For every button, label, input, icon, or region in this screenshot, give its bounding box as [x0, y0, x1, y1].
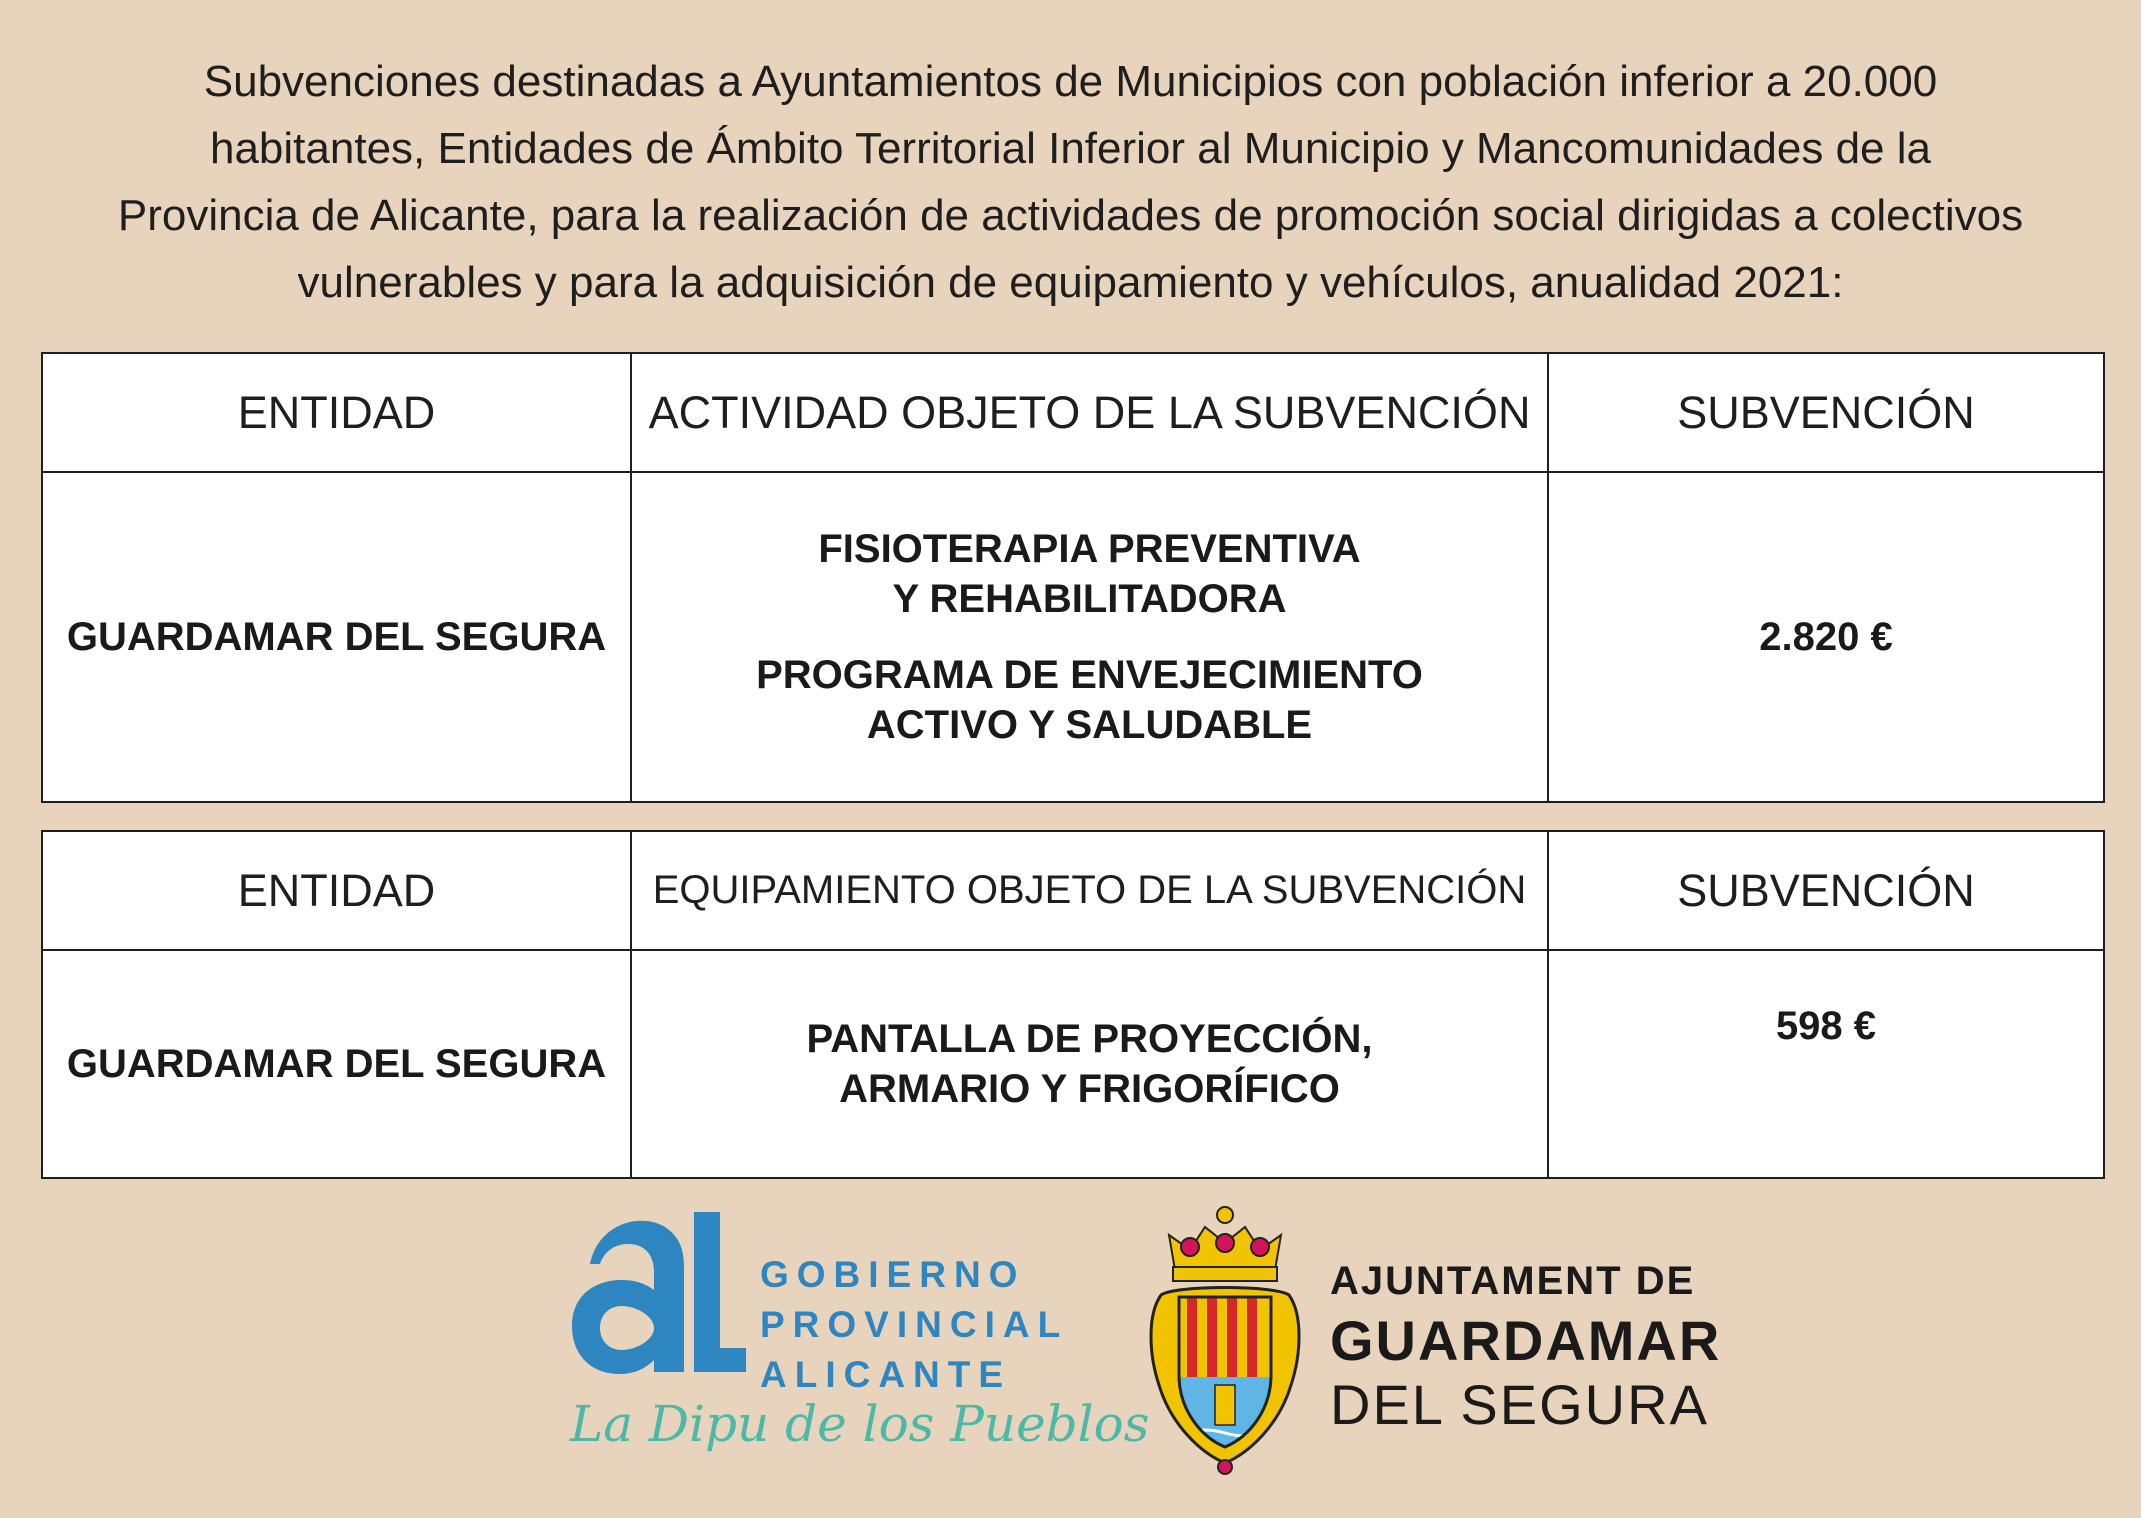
- table-header-row: [42, 831, 2104, 950]
- ajuntament-line: AJUNTAMENT DE: [1330, 1259, 1696, 1303]
- entity-cell: GUARDAMAR DEL SEGURA: [42, 472, 631, 802]
- ajuntament-line: GUARDAMAR: [1330, 1309, 1722, 1372]
- ajuntament-line: DEL SEGURA: [1330, 1373, 1709, 1436]
- coat-of-arms-icon: [1145, 1205, 1305, 1475]
- dipu-text: [760, 1250, 1068, 1400]
- header-entidad: ENTIDAD: [42, 353, 631, 472]
- intro-line: Provincia de Alicante, para la realización de actividades de promoción social dirigidas a colectivos: [117, 191, 2024, 240]
- intro-line: habitantes, Entidades de Ámbito Territorial Inferior al Municipio y Mancomunidades de la: [209, 124, 1931, 173]
- equipment-line: PANTALLA DE PROYECCIÓN,: [806, 1017, 1373, 1061]
- activities-table: [41, 352, 2105, 803]
- header-subvencion: SUBVENCIÓN: [1548, 831, 2104, 950]
- activity-line: Y REHABILITADORA: [892, 577, 1287, 621]
- dipu-logo: [570, 1200, 1150, 1460]
- activity-line: ACTIVO Y SALUDABLE: [866, 703, 1313, 747]
- dipu-line: GOBIERNO: [760, 1254, 1026, 1295]
- dipu-al-mark-icon: [570, 1202, 750, 1382]
- intro-text: [40, 48, 2101, 316]
- header-equipamiento: EQUIPAMIENTO OBJETO DE LA SUBVENCIÓN: [631, 831, 1548, 950]
- activity-cell: [631, 472, 1548, 802]
- header-actividad: ACTIVIDAD OBJETO DE LA SUBVENCIÓN: [631, 353, 1548, 472]
- amount-cell: 598 €: [1548, 950, 2104, 1178]
- dipu-line: ALICANTE: [760, 1354, 1012, 1395]
- amount-cell: 2.820 €: [1548, 472, 2104, 802]
- header-entidad: ENTIDAD: [42, 831, 631, 950]
- header-subvencion: SUBVENCIÓN: [1548, 353, 2104, 472]
- entity-cell: GUARDAMAR DEL SEGURA: [42, 950, 631, 1178]
- intro-line: vulnerables y para la adquisición de equipamiento y vehículos, anualidad 2021:: [297, 258, 1844, 307]
- activity-line: PROGRAMA DE ENVEJECIMIENTO: [756, 653, 1423, 697]
- activity-spacer: [642, 624, 1537, 650]
- equipment-cell: [631, 950, 1548, 1178]
- table-row: [42, 950, 2104, 1178]
- dipu-line: PROVINCIAL: [760, 1304, 1069, 1345]
- table-row: [42, 472, 2104, 802]
- dipu-tagline: La Dipu de los Pueblos: [570, 1395, 1150, 1453]
- activity-line: FISIOTERAPIA PREVENTIVA: [818, 527, 1361, 571]
- ajuntament-text: [1330, 1253, 1721, 1437]
- table-header-row: [42, 353, 2104, 472]
- intro-line: Subvenciones destinadas a Ayuntamientos de Municipios con población inferior a 20.000: [203, 57, 1938, 106]
- ajuntament-logo: [1145, 1205, 1725, 1475]
- equipment-line: ARMARIO Y FRIGORÍFICO: [839, 1067, 1340, 1111]
- equipment-table: [41, 830, 2105, 1179]
